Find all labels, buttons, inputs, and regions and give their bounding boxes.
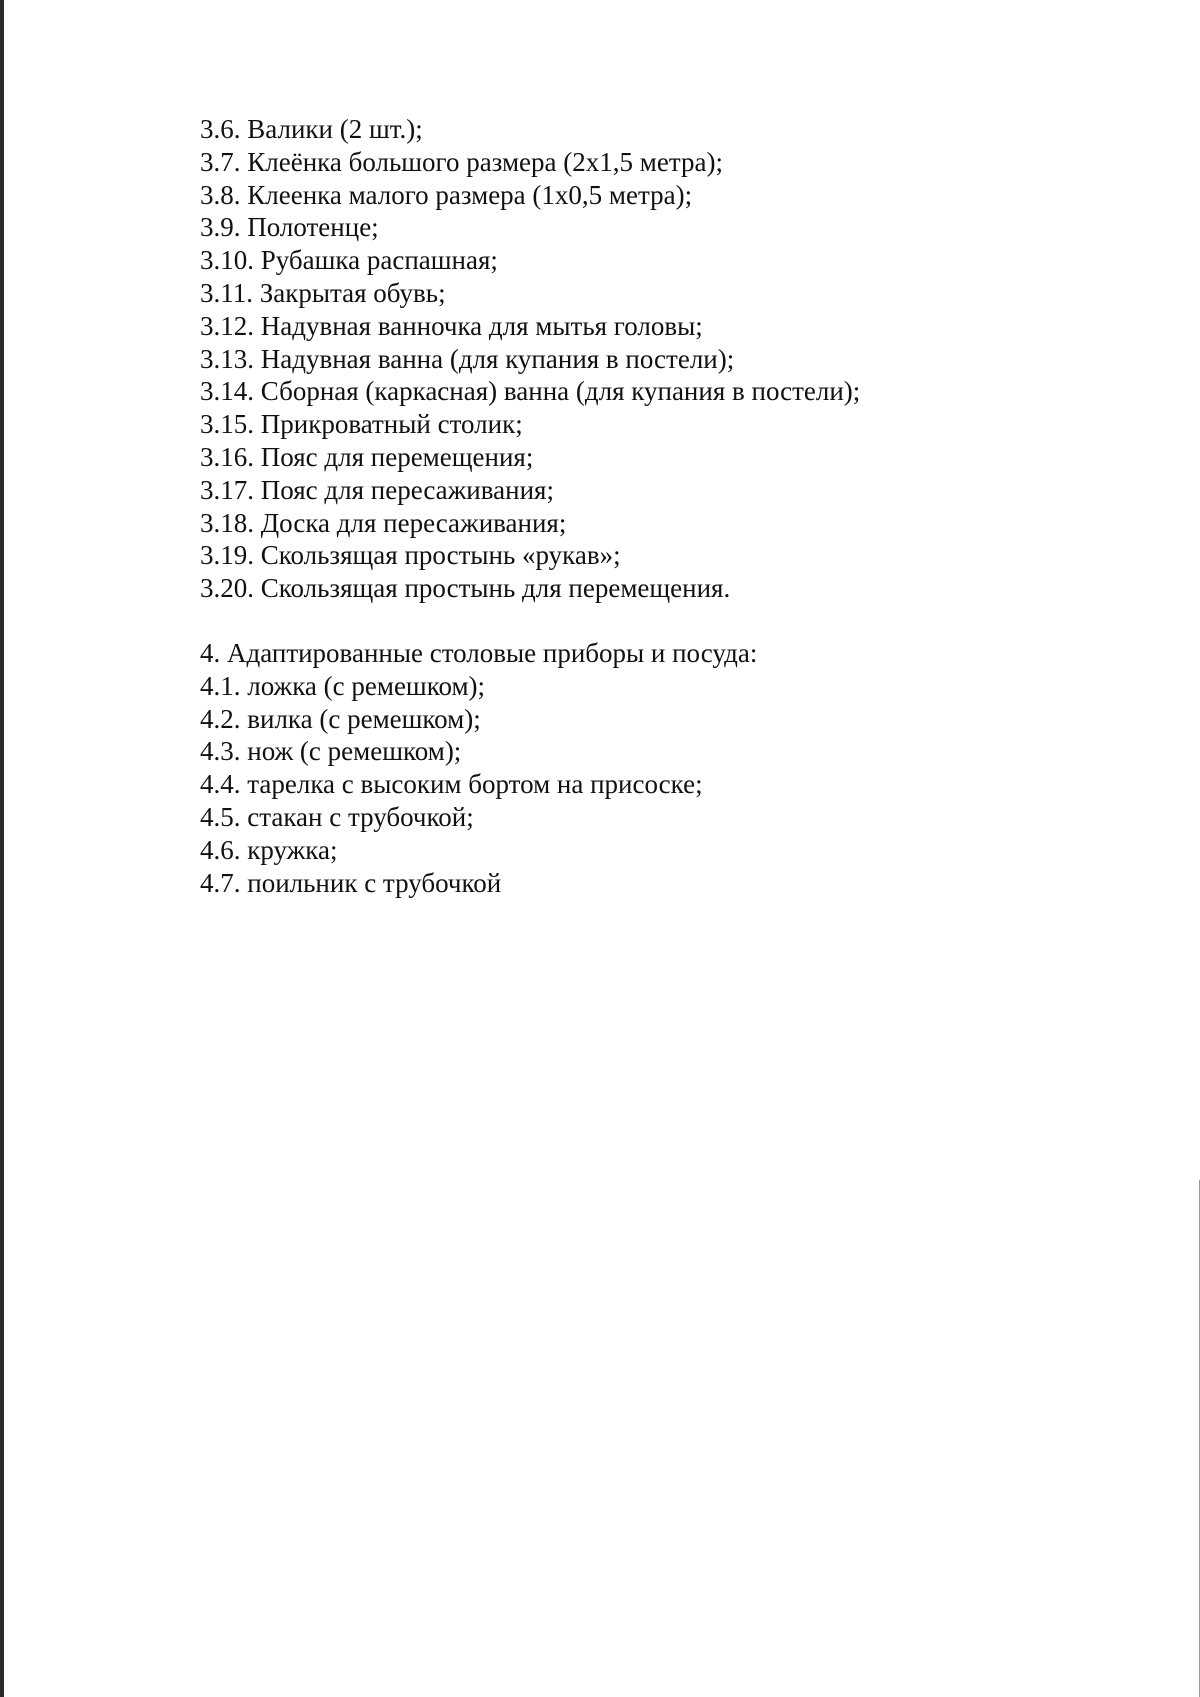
list-item-3-17: 3.17. Пояс для пересаживания;	[200, 474, 554, 505]
list-item-4-5: 4.5. стакан с трубочкой;	[200, 801, 474, 832]
list-item-3-13: 3.13. Надувная ванна (для купания в постели);	[200, 343, 735, 374]
section-4-heading: 4. Адаптированные столовые приборы и посуда:	[200, 637, 758, 668]
list-item-3-15: 3.15. Прикроватный столик;	[200, 409, 523, 440]
list-item-4-7: 4.7. поильник с трубочкой	[200, 867, 502, 898]
list-item-3-18: 3.18. Доска для пересаживания;	[200, 507, 567, 538]
list-item-3-19: 3.19. Скользящая простынь «рукав»;	[200, 540, 621, 571]
list-item-4-3: 4.3. нож (с ремешком);	[200, 736, 462, 767]
list-item-3-9: 3.9. Полотенце;	[200, 212, 379, 243]
scan-edge-left	[0, 0, 4, 1697]
list-item-3-10: 3.10. Рубашка распашная;	[200, 245, 498, 276]
list-item-4-2: 4.2. вилка (с ремешком);	[200, 703, 481, 734]
list-item-3-16: 3.16. Пояс для перемещения;	[200, 441, 534, 472]
list-item-4-1: 4.1. ложка (с ремешком);	[200, 670, 486, 701]
section-4-list	[200, 670, 1160, 900]
list-item-3-14: 3.14. Сборная (каркасная) ванна (для купания в постели);	[200, 376, 861, 407]
list-item-4-6: 4.6. кружка;	[200, 834, 338, 865]
list-item-4-4: 4.4. тарелка с высоким бортом на присоске;	[200, 769, 703, 800]
document-body	[200, 113, 1160, 899]
list-item-3-12: 3.12. Надувная ванночка для мытья головы;	[200, 310, 703, 341]
list-item-3-11: 3.11. Закрытая обувь;	[200, 277, 446, 308]
section-3-list	[200, 113, 1160, 605]
list-item-3-6: 3.6. Валики (2 шт.);	[200, 114, 423, 144]
list-item-3-20: 3.20. Скользящая простынь для перемещения.	[200, 573, 731, 604]
section-gap	[200, 605, 1160, 637]
list-item-3-7: 3.7. Клеёнка большого размера (2x1,5 метра);	[200, 146, 723, 177]
list-item-3-8: 3.8. Клеенка малого размера (1x0,5 метра);	[200, 179, 693, 210]
